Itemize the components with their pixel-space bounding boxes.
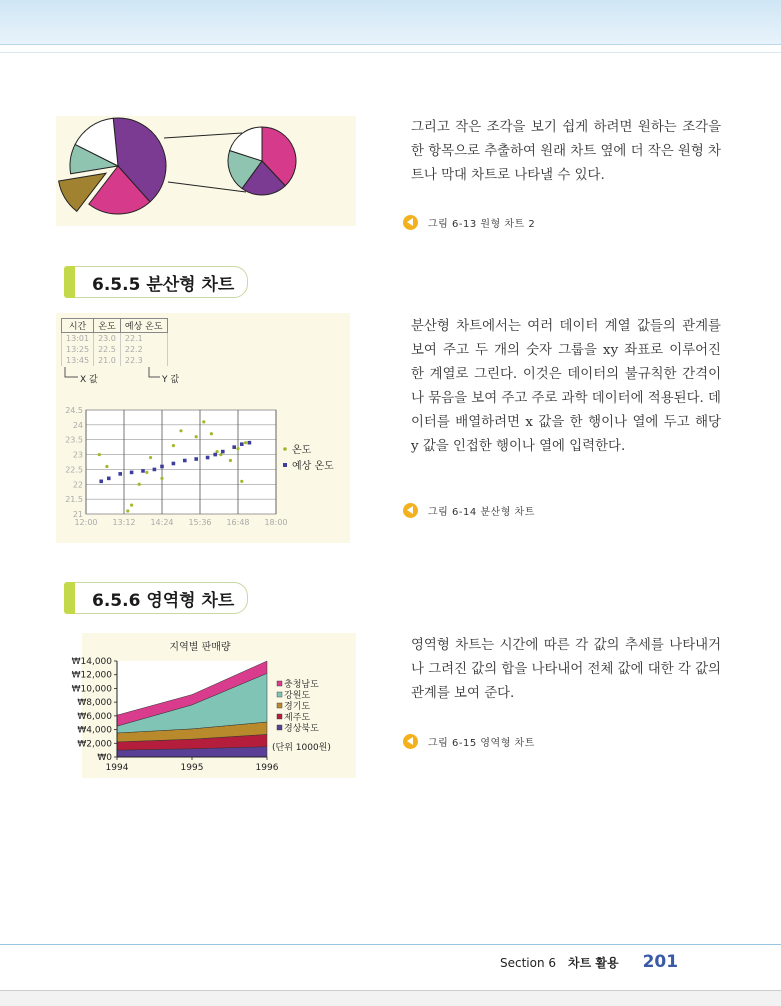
x-tick-label: 13:12 — [112, 518, 136, 527]
scatter-point — [213, 453, 217, 457]
y-tick-label: 23 — [72, 450, 83, 460]
scatter-point — [160, 465, 164, 469]
scatter-point — [229, 459, 232, 462]
legend-marker — [277, 681, 282, 686]
area-paragraph: 영역형 차트는 시간에 따른 각 값의 추세를 나타내거나 그려진 값의 합을 나타내어 전체 값에 대한 각 값의 관계를 보여 준다. — [411, 638, 721, 701]
scatter-point — [240, 442, 244, 446]
x-tick-label: 15:36 — [188, 518, 212, 527]
chart-title: 지역별 판매량 — [169, 642, 231, 653]
scatter-point — [232, 445, 236, 449]
table-header: 온도 — [94, 319, 121, 333]
scatter-point — [210, 432, 213, 435]
y-tick-label: ₩12,000 — [71, 670, 112, 681]
scatter-point — [130, 471, 134, 475]
scatter-point — [172, 462, 176, 466]
legend-label: 충청남도 — [284, 680, 319, 690]
legend-label: 강원도 — [284, 691, 311, 701]
scatter-caption-text: 그림 6-14 분산형 차트 — [428, 506, 535, 518]
table-cell: 21.0 — [94, 355, 121, 366]
table-header: 예상 온도 — [120, 319, 167, 333]
scatter-point — [206, 456, 210, 460]
y-tick-label: 22.5 — [65, 465, 83, 475]
bottom-rule — [0, 944, 781, 945]
scatter-point — [99, 480, 103, 484]
scatter-point — [130, 503, 133, 506]
x-tick-label: 14:24 — [150, 518, 174, 527]
scatter-point — [98, 453, 101, 456]
scatter-point — [221, 450, 225, 454]
table-cell: 22.3 — [120, 355, 167, 366]
legend-marker — [283, 463, 287, 467]
scatter-caption — [403, 502, 535, 518]
heading-text: 6.5.5 분산형 차트 — [92, 274, 235, 295]
top-rule — [0, 52, 781, 53]
y-tick-label: ₩6,000 — [77, 711, 112, 722]
scatter-point — [149, 456, 152, 459]
y-tick-label: ₩0 — [97, 753, 112, 763]
footer-section-name: 차트 활용 — [568, 956, 619, 970]
scatter-point — [183, 459, 187, 463]
x-value-label: X 값 — [80, 375, 98, 385]
table-cell: 13:01 — [62, 333, 94, 345]
scatter-point — [244, 441, 247, 444]
y-tick-label: 21.5 — [65, 495, 83, 505]
legend-marker — [277, 714, 282, 719]
y-tick-label: 23.5 — [65, 435, 83, 445]
pie-caption-text: 그림 6-13 원형 차트 2 — [428, 218, 536, 230]
scatter-paragraph: 분산형 차트에서는 여러 데이터 계열 값들의 관계를 보여 주고 두 개의 숫자 그룹을 xy 좌표로 이루어진 한 계열로 그린다. 이것은 데이터의 불규칙한 간격이나 묶음을 보여 주고 주로 과학 데이터에 적용된다. 데이터를 배열하려면 x 값을 한 행이나 열에 두고 해당 y 값을 인접한 행이나 열에 입력한다. — [411, 319, 721, 454]
y-tick-label: ₩2,000 — [77, 739, 112, 750]
y-tick-label: 21 — [72, 510, 83, 519]
connector-line — [168, 182, 246, 192]
caption-arrow-icon — [403, 734, 418, 749]
unit-note: (단위 1000원) — [272, 743, 331, 753]
legend-label: 경기도 — [284, 702, 311, 712]
bottom-band — [0, 990, 781, 1006]
heading-text: 6.5.6 영역형 차트 — [92, 590, 235, 611]
scatter-point — [179, 429, 182, 432]
caption-arrow-icon — [403, 503, 418, 518]
table-cell: 13:45 — [62, 355, 94, 366]
area-caption — [403, 733, 535, 749]
x-tick-label: 1996 — [255, 763, 279, 773]
table-cell: 22.5 — [94, 344, 121, 355]
y-tick-label: ₩8,000 — [77, 698, 112, 709]
legend-marker — [283, 447, 287, 451]
section-heading-area — [64, 582, 248, 614]
y-value-label: Y 값 — [162, 375, 180, 385]
y-tick-label: 24 — [72, 420, 83, 430]
scatter-point — [107, 477, 111, 481]
legend-marker — [277, 725, 282, 730]
x-tick-label: 12:00 — [74, 518, 98, 527]
table-brackets — [56, 365, 186, 395]
area-chart — [71, 633, 356, 778]
scatter-point — [194, 457, 198, 461]
scatter-point — [141, 469, 145, 473]
legend-label: 온도 — [292, 445, 312, 456]
pie-caption — [403, 214, 535, 230]
scatter-point — [126, 509, 129, 512]
y-tick-label: 24.5 — [65, 406, 83, 415]
connector-line — [164, 133, 242, 138]
top-band — [0, 0, 781, 45]
y-tick-label: ₩10,000 — [71, 684, 112, 695]
scatter-point — [248, 441, 252, 445]
heading-accent-bar — [64, 266, 75, 298]
table-cell: 22.1 — [120, 333, 167, 345]
table-row — [62, 344, 168, 355]
legend-label: 제주도 — [284, 713, 311, 723]
scatter-point — [105, 465, 108, 468]
y-tick-label: 22 — [72, 480, 83, 490]
x-tick-label: 1994 — [105, 763, 129, 773]
page-number: 201 — [642, 952, 679, 972]
scatter-chart — [56, 400, 350, 540]
y-tick-label: ₩4,000 — [77, 725, 112, 736]
scatter-point — [216, 450, 219, 453]
scatter-point — [240, 480, 243, 483]
legend-marker — [277, 692, 282, 697]
pie-chart-figure — [56, 116, 356, 226]
area-chart-figure — [71, 633, 356, 778]
table-cell: 22.2 — [120, 344, 167, 355]
scatter-point — [202, 420, 205, 423]
footer-section: Section 6 — [500, 956, 557, 970]
table-cell: 23.0 — [94, 333, 121, 345]
legend-label: 예상 온도 — [292, 461, 334, 472]
x-tick-label: 18:00 — [264, 518, 288, 527]
pie-of-pie-chart — [56, 116, 356, 226]
heading-accent-bar — [64, 582, 75, 614]
scatter-point — [172, 444, 175, 447]
table-header: 시간 — [62, 319, 94, 333]
scatter-data-table — [61, 318, 168, 366]
pie-paragraph: 그리고 작은 조각을 보기 쉽게 하려면 원하는 조각을 한 항목으로 추출하여 원래 차트 옆에 더 작은 원형 차트나 막대 차트로 나타낼 수 있다. — [411, 120, 721, 183]
x-tick-label: 16:48 — [226, 518, 250, 527]
caption-arrow-icon — [403, 215, 418, 230]
table-cell: 13:25 — [62, 344, 94, 355]
scatter-point — [145, 471, 148, 474]
legend-marker — [277, 703, 282, 708]
scatter-point — [195, 435, 198, 438]
section-heading-scatter — [64, 266, 248, 298]
legend-label: 경상북도 — [284, 724, 319, 734]
y-tick-label: ₩14,000 — [71, 657, 112, 667]
table-row — [62, 333, 168, 345]
scatter-point — [118, 472, 122, 476]
x-tick-label: 1995 — [180, 763, 204, 773]
scatter-point — [219, 453, 222, 456]
scatter-point — [236, 447, 239, 450]
page-footer — [500, 952, 678, 972]
plot-area — [86, 410, 276, 514]
scatter-point — [153, 468, 157, 472]
scatter-point — [138, 483, 141, 486]
area-caption-text: 그림 6-15 영역형 차트 — [428, 737, 535, 749]
scatter-point — [160, 477, 163, 480]
